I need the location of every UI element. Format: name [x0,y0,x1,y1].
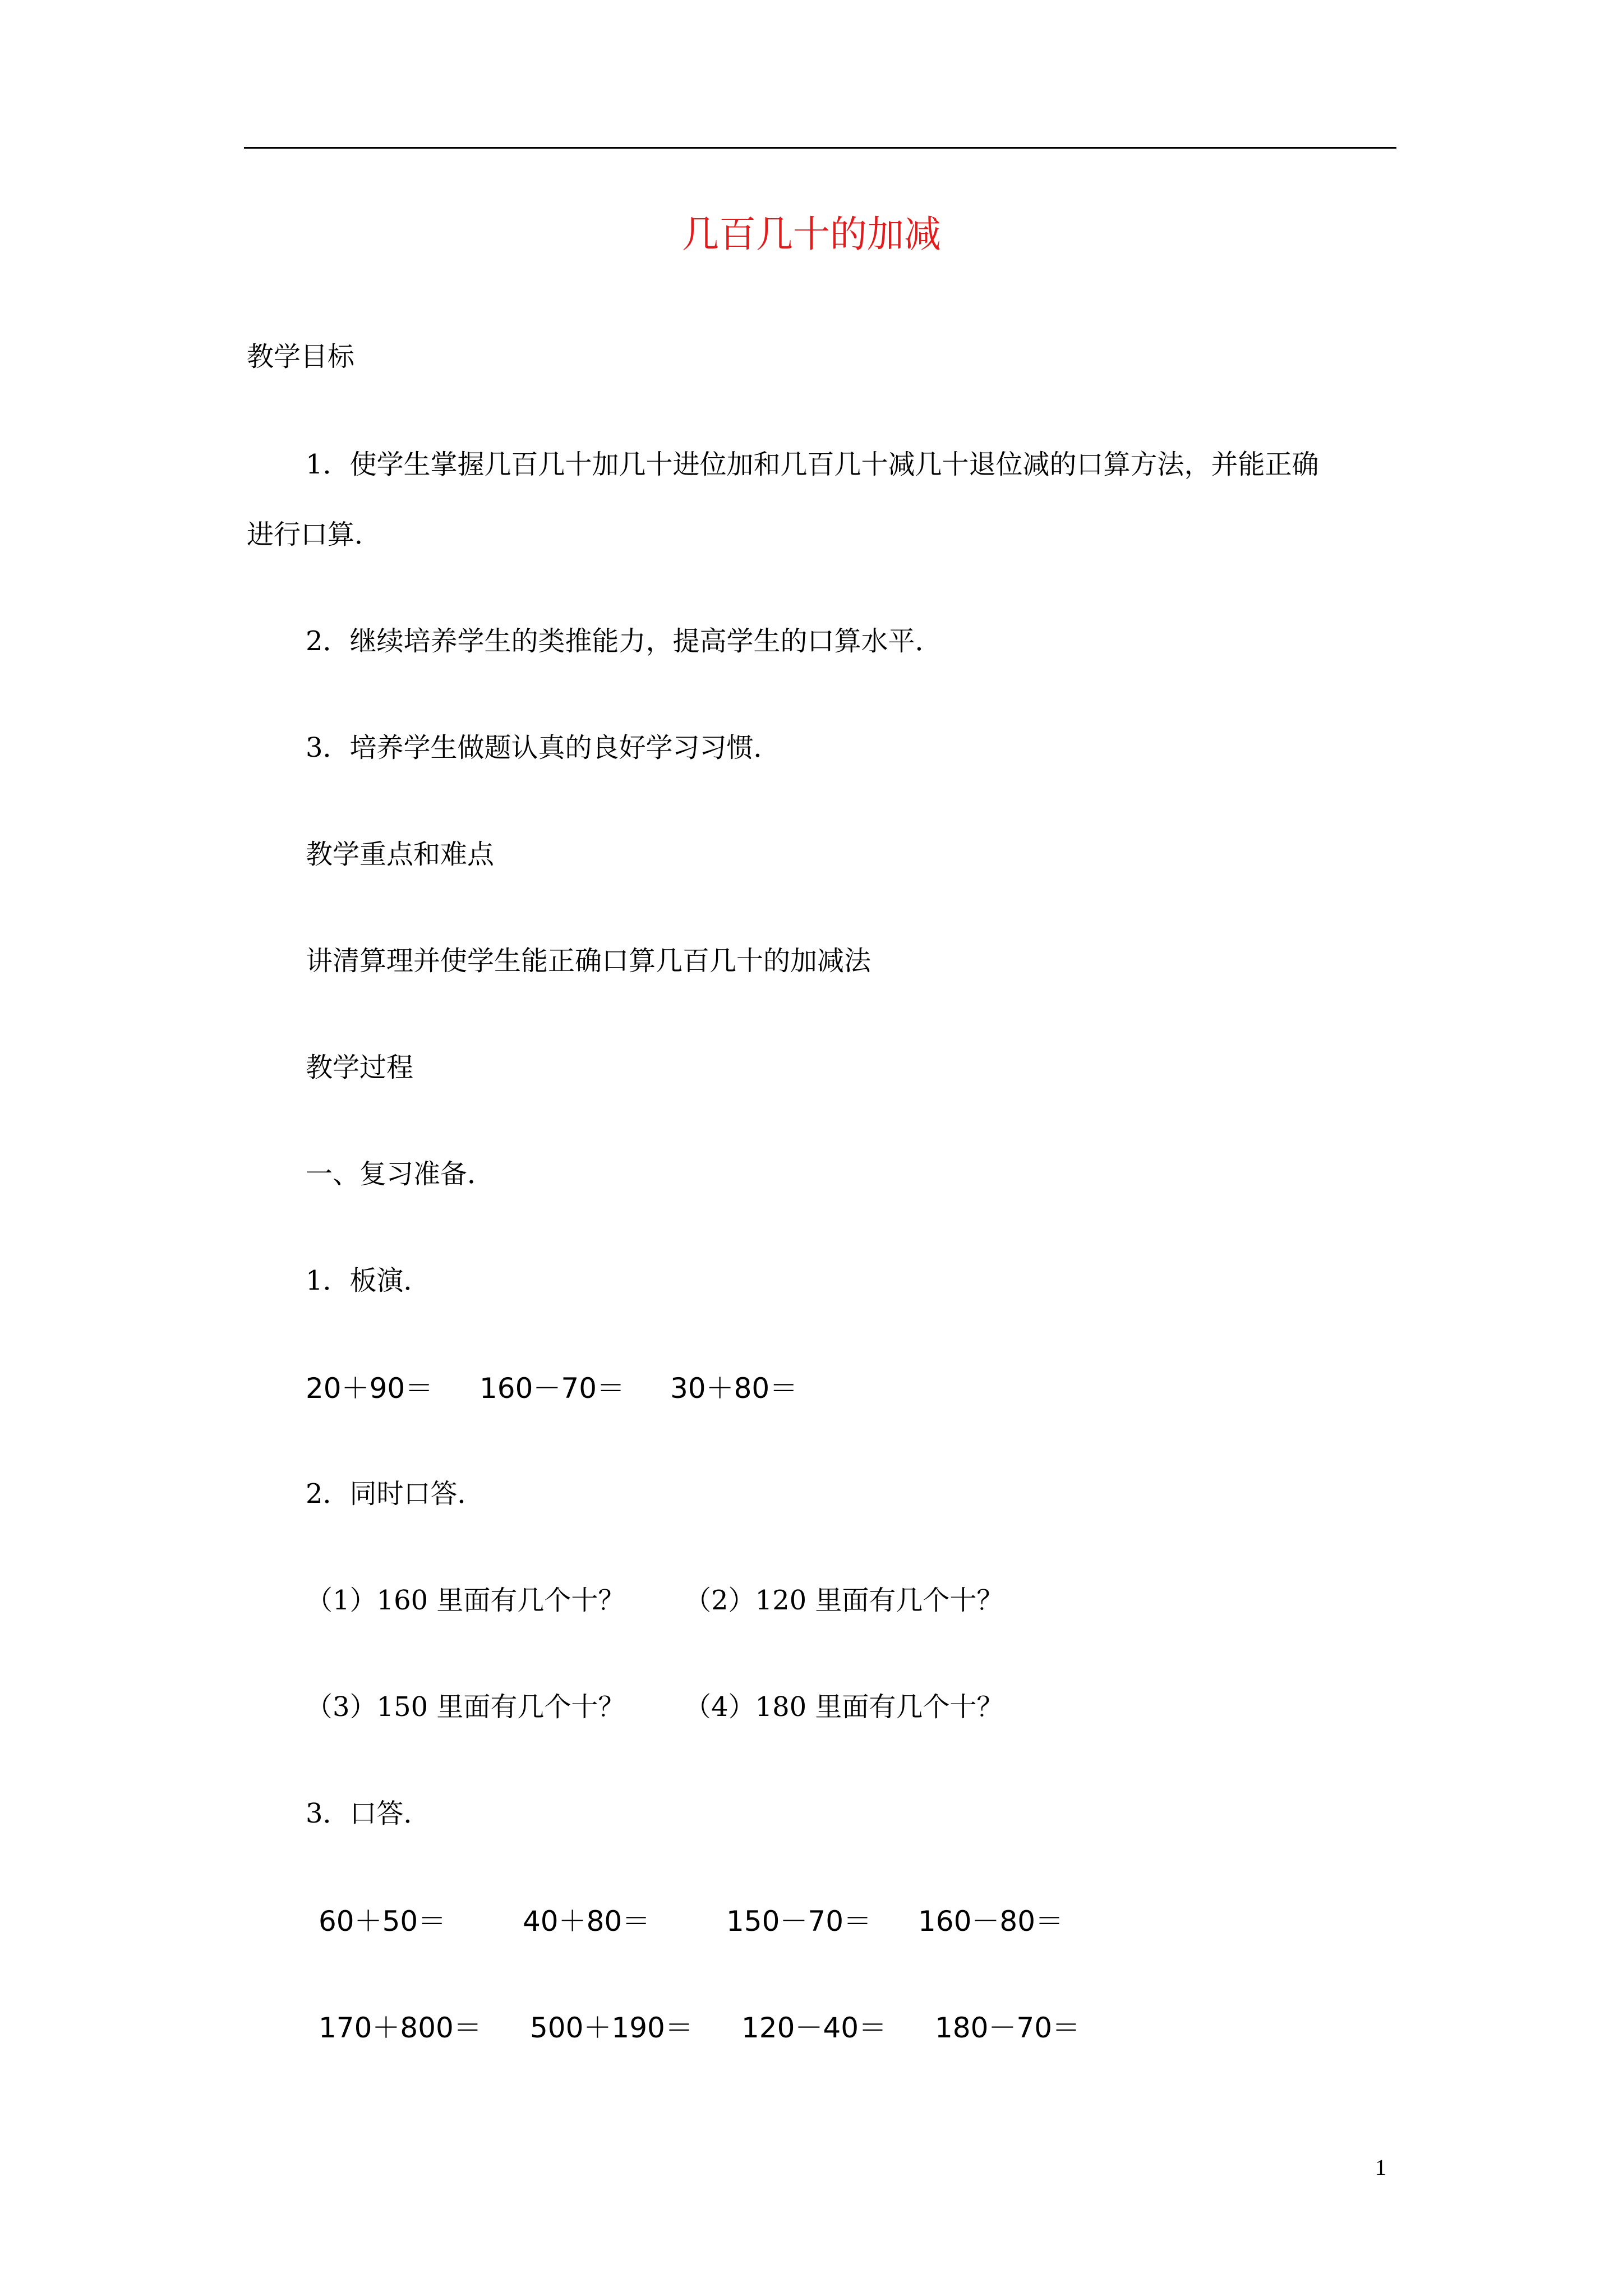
board-problem: 30＋80＝ [670,1372,798,1405]
item-3: 3．口答． [306,1798,431,1829]
goal-3: 3．培养学生做题认真的良好学习习惯． [306,732,781,763]
board-problem: 20＋90＝ [306,1372,434,1405]
goal-1-line-2: 进行口算． [247,519,382,550]
page-number: 1 [1375,2155,1386,2180]
goal-1-line-1: 1．使学生掌握几百几十加几十进位加和几百几十减几十退位减的口算方法，并能正确 [306,449,1319,480]
document-title: 几百几十的加减 [682,213,941,256]
oral-problem: 160－80＝ [918,1905,1064,1938]
oral-problem: 180－70＝ [935,2012,1081,2044]
oral-problem: 120－40＝ [741,2012,887,2044]
header-rule [244,147,1396,149]
oral-problem: 170＋800＝ [319,2012,482,2044]
item-1: 1．板演． [306,1265,431,1296]
question: （4）180 里面有几个十？ [684,1691,1004,1723]
key-heading: 教学重点和难点 [306,839,495,870]
question: （2）120 里面有几个十？ [684,1585,1004,1616]
part-1-heading: 一、复习准备． [306,1158,495,1190]
oral-problem: 500＋190＝ [530,2012,693,2044]
board-problem: 160－70＝ [479,1372,625,1405]
item-2: 2．同时口答． [306,1478,485,1510]
oral-problem: 150－70＝ [726,1905,872,1938]
goal-2: 2．继续培养学生的类推能力，提高学生的口算水平． [306,625,942,657]
oral-problem: 60＋50＝ [319,1905,446,1938]
question: （3）150 里面有几个十？ [306,1691,625,1723]
key-text: 讲清算理并使学生能正确口算几百几十的加减法 [306,945,872,977]
oral-problem: 40＋80＝ [523,1905,651,1938]
goals-heading: 教学目标 [247,341,355,372]
process-heading: 教学过程 [306,1052,414,1083]
question: （1）160 里面有几个十？ [306,1585,625,1616]
